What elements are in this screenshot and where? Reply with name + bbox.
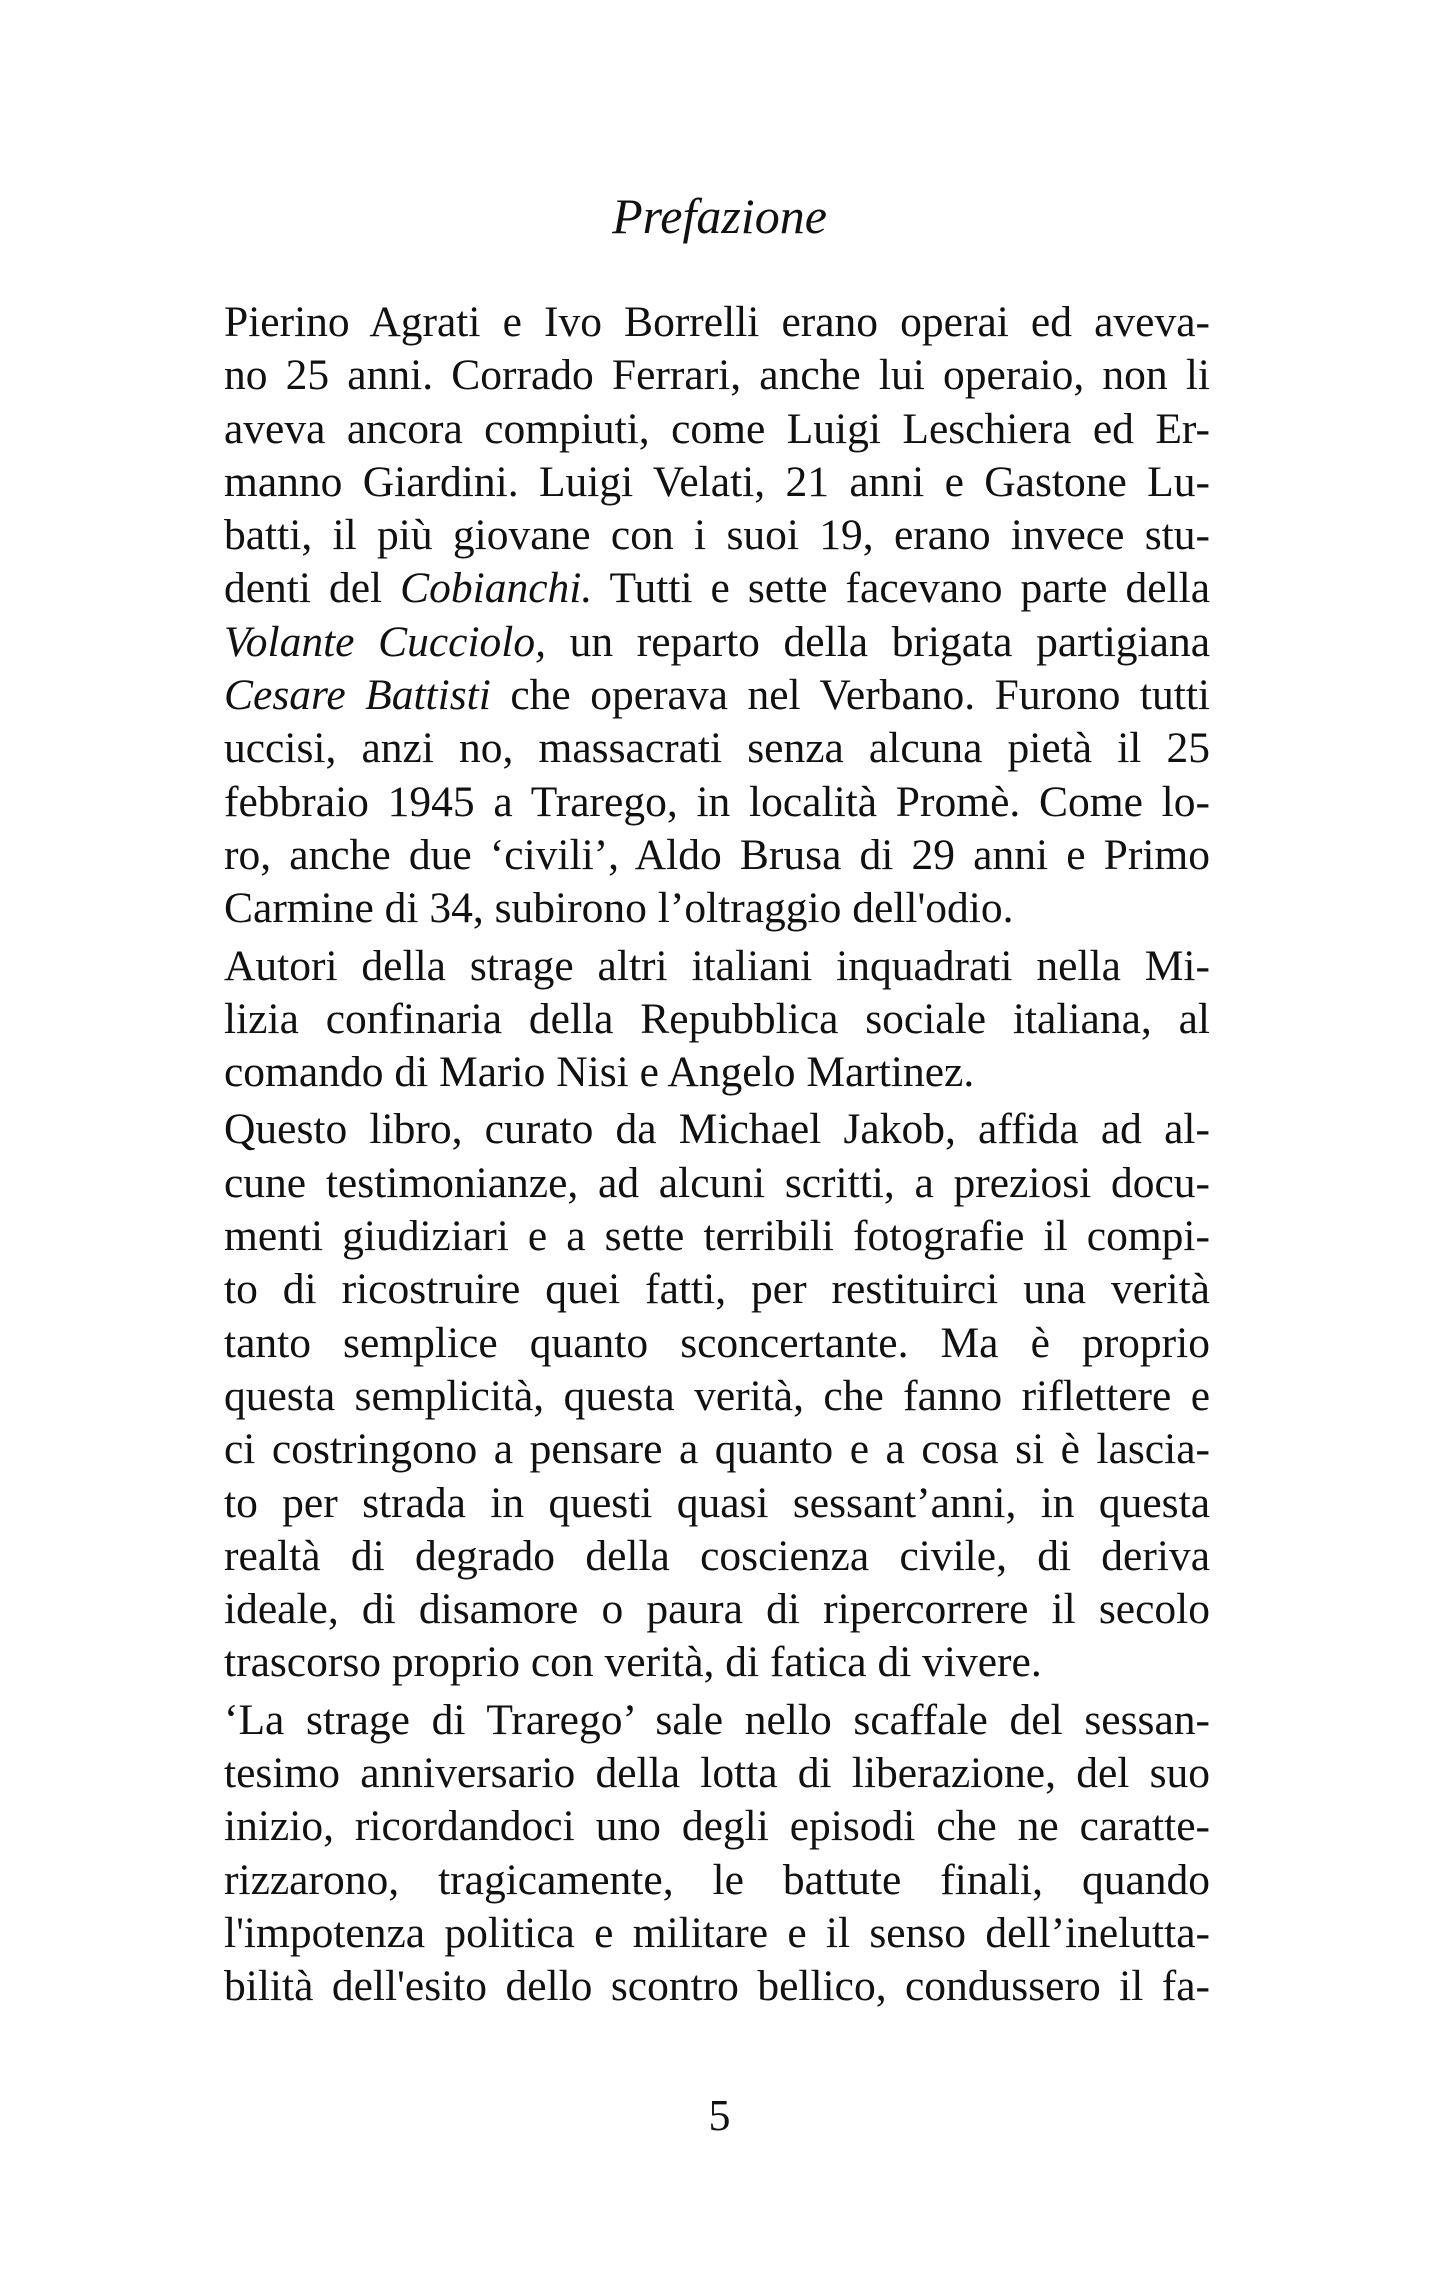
body-text [224,296,1210,2014]
text-run: ro, anche due ‘civili’, Aldo Brusa di 29 anni e Primo [224,830,1210,879]
text-run: Tutti e sette facevano parte della [592,564,1211,613]
text-line [224,669,1210,722]
text-run: manno Giardini. Luigi Velati, 21 anni e Gastone Lu- [224,457,1210,506]
page-title: Prefazione [612,188,827,244]
text-line [224,1263,1210,1316]
text-line [224,1583,1210,1636]
text-run: trascorso proprio con verità, di fatica di vivere. [224,1638,1042,1687]
text-line [224,1636,1210,1689]
text-run: rizzarono, tragicamente, le battute finali, quando [224,1855,1210,1904]
italic-text: Cesare Battisti [224,671,491,720]
text-run: to per strada in questi quasi sessant’anni, in questa [224,1478,1210,1527]
italic-text: Cobianchi. [400,564,593,613]
text-line [224,509,1210,562]
text-line [224,349,1210,402]
text-run: che operava nel Verbano. Furono tutti [490,671,1210,720]
text-line [224,1747,1210,1800]
text-line [224,1210,1210,1263]
text-line [224,1423,1210,1476]
text-line [224,562,1210,615]
text-run: uccisi, anzi no, massacrati senza alcuna pietà il 25 [224,724,1210,773]
text-line [224,882,1210,935]
text-line [224,456,1210,509]
text-line [224,940,1210,993]
text-line [224,1477,1210,1530]
text-run: no 25 anni. Corrado Ferrari, anche lui operaio, non li [224,351,1210,400]
text-line [224,776,1210,829]
text-line [224,1370,1210,1423]
text-line [224,616,1210,669]
text-line [224,722,1210,775]
text-line [224,829,1210,882]
text-run: questa semplicità, questa verità, che fanno riflettere e [224,1371,1210,1420]
text-line [224,1960,1210,2013]
text-run: comando di Mario Nisi e Angelo Martinez. [224,1048,975,1097]
text-run: tesimo anniversario della lotta di liberazione, del suo [224,1749,1210,1798]
text-line [224,1800,1210,1853]
text-line [224,993,1210,1046]
text-line [224,1854,1210,1907]
text-run: l'impotenza politica e militare e il senso dell’inelutta- [224,1908,1210,1957]
text-run: batti, il più giovane con i suoi 19, erano invece stu- [224,511,1210,560]
text-line [224,1907,1210,1960]
paragraph [224,296,1210,936]
text-run: Pierino Agrati e Ivo Borrelli erano operai ed aveva- [224,298,1210,346]
text-run: denti del [224,564,401,613]
text-run: cune testimonianze, ad alcuni scritti, a preziosi docu- [224,1158,1210,1207]
text-run: realtà di degrado della coscienza civile, di deriva [224,1531,1210,1580]
text-run: Carmine di 34, subirono l’oltraggio dell'odio. [224,884,1014,933]
text-run: menti giudiziari e a sette terribili fotografie il compi- [224,1212,1210,1261]
text-run: un reparto della brigata partigiana [546,617,1210,666]
text-run: Questo libro, curato da Michael Jakob, affida ad al- [224,1105,1210,1154]
text-line [224,1103,1210,1156]
text-run: febbraio 1945 a Trarego, in località Promè. Come lo- [224,777,1210,826]
text-run: ideale, di disamore o paura di ripercorrere il secolo [224,1585,1210,1634]
text-line [224,296,1210,349]
text-line [224,403,1210,456]
text-run: tanto semplice quanto sconcertante. Ma è proprio [224,1318,1210,1367]
text-run: ‘La strage di Trarego’ sale nello scaffale del sessan- [224,1695,1210,1744]
italic-text: Volante Cucciolo, [224,617,547,666]
text-run: aveva ancora compiuti, come Luigi Leschiera ed Er- [224,404,1210,453]
text-run: ci costringono a pensare a quanto e a cosa si è lascia- [224,1425,1210,1474]
text-line [224,1694,1210,1747]
paragraph [224,940,1210,1100]
text-line [224,1530,1210,1583]
text-run: lizia confinaria della Repubblica sociale italiana, al [224,994,1210,1043]
text-run: bilità dell'esito dello scontro bellico, condussero il fa- [224,1962,1210,2011]
text-run: Autori della strage altri italiani inquadrati nella Mi- [224,941,1210,990]
text-line [224,1046,1210,1099]
paragraph [224,1103,1210,1689]
page-number: 5 [708,2091,731,2140]
paragraph [224,1694,1210,2014]
text-line [224,1317,1210,1370]
text-run: inizio, ricordandoci uno degli episodi che ne caratte- [224,1802,1210,1851]
text-line [224,1157,1210,1210]
text-run: to di ricostruire quei fatti, per restituirci una verità [224,1265,1210,1314]
